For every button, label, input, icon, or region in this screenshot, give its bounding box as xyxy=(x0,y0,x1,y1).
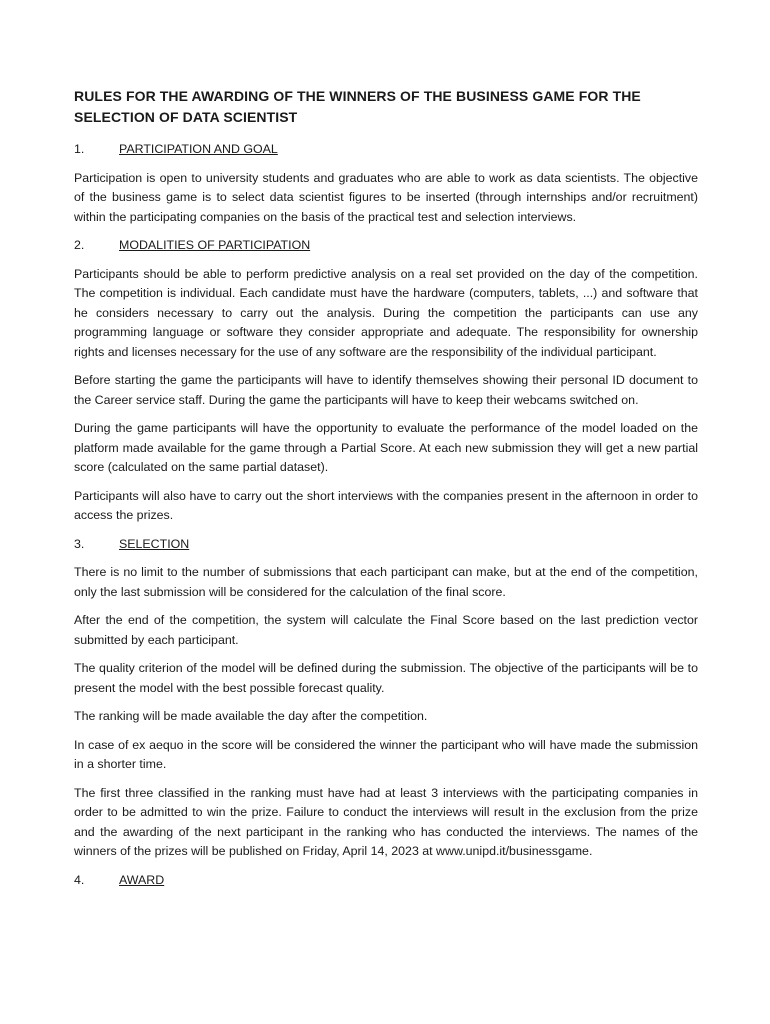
paragraph: The ranking will be made available the day after the competition. xyxy=(74,709,428,723)
paragraph: Before starting the game the participants will have to identify themselves showing their personal ID document to the Career service staff. During the game the participants will have to keep their webcams switched on. xyxy=(74,373,698,407)
section-title: SELECTION xyxy=(119,536,190,551)
section-title: PARTICIPATION AND GOAL xyxy=(119,142,278,156)
document-title: RULES FOR THE AWARDING OF THE WINNERS OF THE BUSINESS GAME FOR THE SELECTION OF DATA SCIENTIST xyxy=(74,88,641,125)
section-heading-1 xyxy=(74,140,698,160)
paragraph: Participants should be able to perform predictive analysis on a real set provided on the day of the competition. The competition is individual. Each candidate must have the hardware (computers, tablets, ...) and software that he considers necessary to carry out the analysis. During the competition the participants can use any programming language or software they consider appropriate and adequate. The responsibility for ownership rights and licenses necessary for the use of any software are the responsibility of the individual participant. xyxy=(74,266,698,359)
section-number: 2. xyxy=(74,238,85,252)
section-number: 4. xyxy=(74,872,85,887)
paragraph: There is no limit to the number of submissions that each participant can make, but at the end of the competition, only the last submission will be considered for the calculation of the final score. xyxy=(74,565,698,599)
section-number: 3. xyxy=(74,536,85,551)
section-heading-4 xyxy=(74,871,698,891)
paragraph: The quality criterion of the model will be defined during the submission. The objective of the participants will be to present the model with the best possible forecast quality. xyxy=(74,661,698,695)
paragraph: Participants will also have to carry out the short interviews with the companies present in the afternoon in order to access the prizes. xyxy=(74,488,698,522)
section-heading-3 xyxy=(74,535,698,555)
section-number: 1. xyxy=(74,142,85,156)
paragraph: After the end of the competition, the system will calculate the Final Score based on the last prediction vector submitted by each participant. xyxy=(74,613,698,647)
paragraph: Participation is open to university students and graduates who are able to work as data scientists. The objective of the business game is to select data scientist figures to be inserted (through internships and/or recruitment) within the participating companies on the basis of the practical test and selection interviews. xyxy=(74,170,698,224)
section-title: AWARD xyxy=(119,872,165,887)
paragraph: In case of ex aequo in the score will be considered the winner the participant who will have made the submission in a shorter time. xyxy=(74,737,698,771)
paragraph: The first three classified in the ranking must have had at least 3 interviews with the participating companies in order to be admitted to win the prize. Failure to conduct the interviews will result in the exclusion from the prize and the awarding of the next participant in the ranking who has conducted the interviews. The names of the winners of the prizes will be published on Friday, April 14, 2023 at www.unipd.it/businessgame. xyxy=(74,785,698,858)
section-heading-2 xyxy=(74,236,698,256)
paragraph: During the game participants will have the opportunity to evaluate the performance of the model loaded on the platform made available for the game through a Partial Score. At each new submission they will get a new partial score (calculated on the same partial dataset). xyxy=(74,421,698,474)
section-title: MODALITIES OF PARTICIPATION xyxy=(119,238,311,252)
document-page xyxy=(74,86,698,899)
